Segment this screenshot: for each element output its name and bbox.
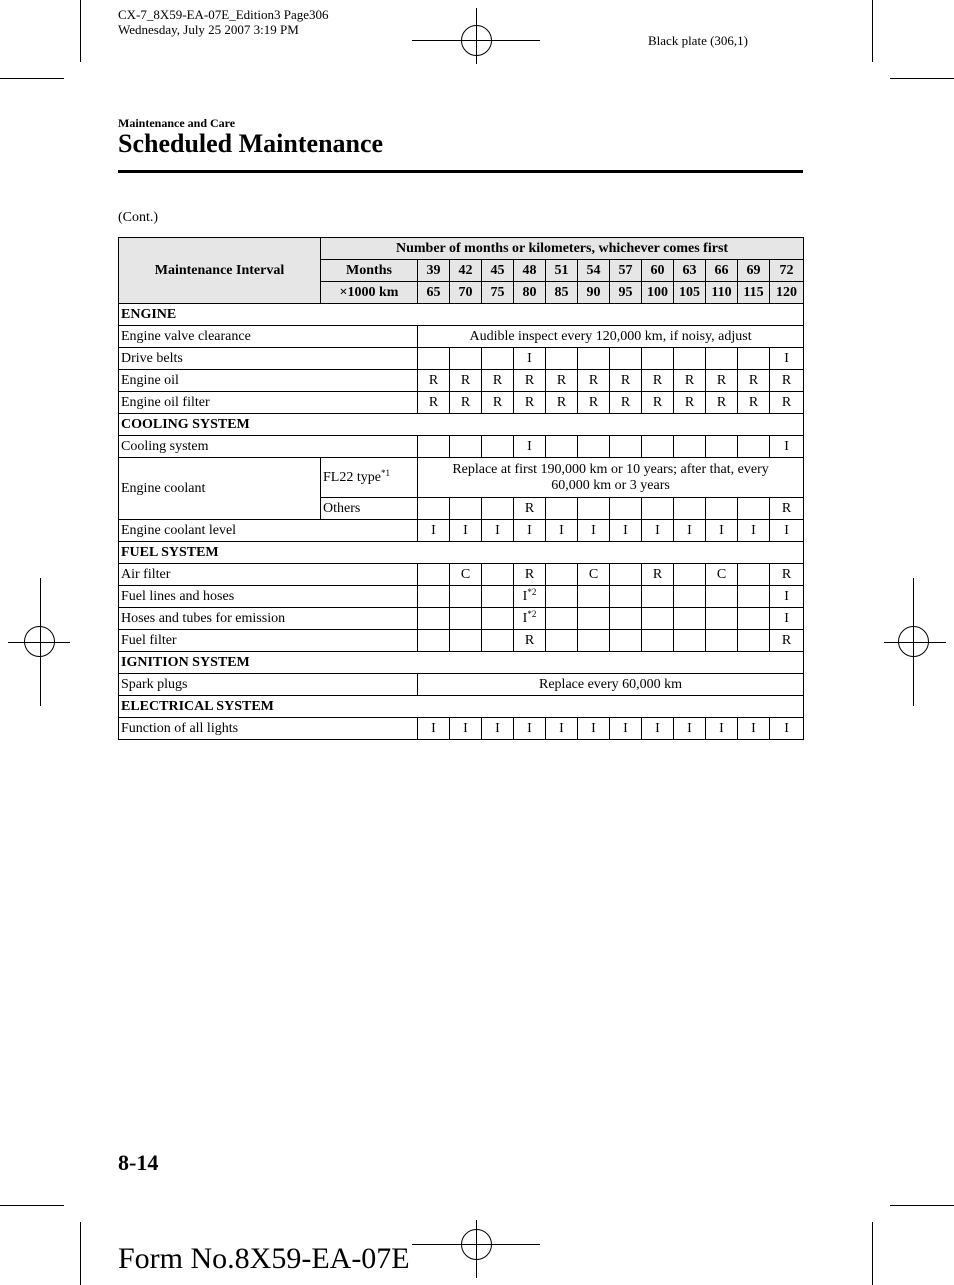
interval-value: I — [719, 522, 724, 538]
interval-value: C — [716, 566, 727, 582]
interval-cell — [482, 348, 514, 370]
interval-cell — [450, 498, 482, 520]
table-row — [119, 370, 804, 392]
interval-cell — [546, 564, 578, 586]
interval-cell — [578, 586, 610, 608]
interval-cell — [546, 630, 578, 652]
interval-cell — [418, 498, 450, 520]
interval-value: I — [559, 720, 564, 736]
interval-cell — [706, 718, 738, 740]
section-electrical: ELECTRICAL SYSTEM — [119, 696, 804, 718]
interval-value: R — [428, 394, 439, 410]
interval-cell — [546, 608, 578, 630]
interval-value: I — [522, 588, 528, 604]
interval-cell — [450, 564, 482, 586]
interval-cell — [514, 436, 546, 458]
interval-cell — [482, 436, 514, 458]
interval-value: R — [524, 632, 535, 648]
interval-cell — [418, 370, 450, 392]
interval-value: I — [527, 438, 532, 454]
interval-cell — [706, 436, 738, 458]
interval-cell — [706, 498, 738, 520]
interval-value: R — [492, 394, 503, 410]
interval-cell — [770, 608, 804, 630]
interval-cell — [738, 370, 770, 392]
interval-value: R — [781, 566, 792, 582]
interval-cell — [514, 586, 546, 608]
interval-cell — [514, 392, 546, 414]
interval-cell — [706, 348, 738, 370]
interval-cell — [578, 630, 610, 652]
interval-cell — [418, 436, 450, 458]
interval-cell — [738, 520, 770, 542]
page-number: 8-14 — [118, 1150, 159, 1175]
month-cell: 72 — [770, 260, 804, 282]
month-cell: 39 — [418, 260, 450, 282]
km-cell: 75 — [482, 282, 514, 304]
interval-value: R — [524, 394, 535, 410]
interval-cell — [674, 392, 706, 414]
interval-cell — [706, 392, 738, 414]
table-row — [119, 392, 804, 414]
interval-cell — [610, 520, 642, 542]
crop-mark — [0, 1205, 64, 1206]
continued-label: (Cont.) — [118, 210, 159, 225]
interval-value: I — [591, 720, 596, 736]
interval-cell — [418, 392, 450, 414]
interval-cell — [674, 564, 706, 586]
interval-cell — [642, 630, 674, 652]
interval-value: I — [591, 522, 596, 538]
interval-cell — [642, 608, 674, 630]
print-header-line1: CX-7_8X59-EA-07E_Edition3 Page306 — [118, 7, 329, 22]
print-header — [118, 7, 329, 37]
interval-cell — [546, 520, 578, 542]
interval-cell — [482, 520, 514, 542]
interval-cell — [738, 564, 770, 586]
month-cell: 57 — [610, 260, 642, 282]
interval-cell — [610, 370, 642, 392]
row-label: Fuel filter — [119, 630, 418, 652]
interval-cell — [418, 520, 450, 542]
interval-cell — [418, 718, 450, 740]
interval-cell — [674, 436, 706, 458]
maintenance-interval-header: Maintenance Interval — [119, 238, 321, 304]
table-row — [119, 520, 804, 542]
footnote-ref: *2 — [527, 608, 537, 619]
km-cell: 115 — [738, 282, 770, 304]
interval-value: I — [655, 720, 660, 736]
interval-value: R — [781, 500, 792, 516]
interval-value: R — [748, 394, 759, 410]
section-engine: ENGINE — [119, 304, 804, 326]
interval-cell — [738, 586, 770, 608]
interval-cell — [482, 718, 514, 740]
interval-cell — [514, 520, 546, 542]
interval-cell — [738, 630, 770, 652]
interval-cell — [706, 370, 738, 392]
footnote-ref: *2 — [527, 586, 537, 597]
interval-cell — [770, 520, 804, 542]
interval-value: I — [784, 588, 789, 604]
month-cell: 42 — [450, 260, 482, 282]
interval-cell — [770, 498, 804, 520]
fl22-note-line1: Replace at first 190,000 km or 10 years; after that, every — [452, 461, 769, 477]
interval-cell — [610, 630, 642, 652]
interval-value: R — [556, 372, 567, 388]
interval-cell — [514, 564, 546, 586]
interval-cell — [738, 718, 770, 740]
row-label: Engine oil — [119, 370, 418, 392]
sub-row-label: Others — [321, 498, 418, 520]
crop-mark — [890, 78, 954, 79]
month-cell: 66 — [706, 260, 738, 282]
interval-value: I — [784, 610, 789, 626]
interval-cell — [450, 586, 482, 608]
interval-cell — [450, 718, 482, 740]
interval-cell — [642, 564, 674, 586]
row-label: Drive belts — [119, 348, 418, 370]
interval-cell — [482, 630, 514, 652]
interval-value: R — [524, 500, 535, 516]
crop-mark — [872, 1222, 873, 1285]
month-cell: 54 — [578, 260, 610, 282]
table-row — [119, 674, 804, 696]
interval-value: I — [784, 720, 789, 736]
interval-value: I — [463, 720, 468, 736]
interval-value: R — [620, 372, 631, 388]
interval-cell — [642, 520, 674, 542]
interval-cell — [770, 586, 804, 608]
table-row — [119, 630, 804, 652]
month-cell: 51 — [546, 260, 578, 282]
interval-cell — [706, 520, 738, 542]
interval-cell — [674, 586, 706, 608]
interval-cell — [546, 718, 578, 740]
km-cell: 105 — [674, 282, 706, 304]
interval-cell — [418, 586, 450, 608]
interval-cell — [610, 498, 642, 520]
row-note — [418, 458, 804, 498]
km-label: ×1000 km — [321, 282, 418, 304]
interval-value: I — [751, 720, 756, 736]
interval-cell — [642, 392, 674, 414]
section-cooling: COOLING SYSTEM — [119, 414, 804, 436]
interval-cell — [610, 608, 642, 630]
interval-cell — [546, 586, 578, 608]
month-cell: 45 — [482, 260, 514, 282]
table-row — [119, 458, 804, 498]
interval-cell — [610, 586, 642, 608]
interval-cell — [674, 630, 706, 652]
interval-value: R — [781, 394, 792, 410]
crop-mark — [890, 1205, 954, 1206]
fl22-label: FL22 type — [323, 469, 381, 485]
interval-value: R — [652, 372, 663, 388]
section-ignition: IGNITION SYSTEM — [119, 652, 804, 674]
interval-value: I — [463, 522, 468, 538]
interval-cell — [738, 348, 770, 370]
interval-cell — [610, 436, 642, 458]
interval-value: C — [588, 566, 599, 582]
month-cell: 63 — [674, 260, 706, 282]
interval-cell — [738, 392, 770, 414]
section-fuel: FUEL SYSTEM — [119, 542, 804, 564]
interval-cell — [770, 564, 804, 586]
interval-cell — [578, 520, 610, 542]
interval-cell — [450, 608, 482, 630]
crop-mark — [872, 0, 873, 62]
interval-cell — [514, 718, 546, 740]
interval-cell — [546, 370, 578, 392]
interval-cell — [770, 436, 804, 458]
footnote-ref: *1 — [380, 467, 390, 478]
form-number: Form No.8X59-EA-07E — [118, 1242, 410, 1275]
interval-cell — [418, 630, 450, 652]
interval-cell — [738, 498, 770, 520]
row-label: Engine oil filter — [119, 392, 418, 414]
interval-cell — [578, 392, 610, 414]
row-note: Audible inspect every 120,000 km, if noisy, adjust — [418, 326, 804, 348]
interval-value: R — [524, 566, 535, 582]
interval-cell — [674, 498, 706, 520]
interval-value: I — [687, 522, 692, 538]
interval-cell — [770, 348, 804, 370]
interval-cell — [578, 348, 610, 370]
interval-cell — [610, 564, 642, 586]
interval-value: I — [719, 720, 724, 736]
interval-cell — [450, 630, 482, 652]
table-row — [119, 586, 804, 608]
interval-cell — [738, 608, 770, 630]
interval-cell — [514, 630, 546, 652]
interval-cell — [450, 520, 482, 542]
crop-mark — [0, 78, 64, 79]
interval-cell — [578, 608, 610, 630]
interval-cell — [578, 564, 610, 586]
interval-cell — [674, 520, 706, 542]
crop-mark — [80, 0, 81, 62]
interval-value: R — [652, 566, 663, 582]
interval-cell — [482, 498, 514, 520]
sub-row-label — [321, 458, 418, 498]
interval-value: I — [623, 720, 628, 736]
interval-cell — [674, 718, 706, 740]
interval-value: I — [527, 720, 532, 736]
interval-value: I — [655, 522, 660, 538]
interval-value: I — [431, 522, 436, 538]
interval-cell — [514, 348, 546, 370]
interval-cell — [546, 436, 578, 458]
table-row — [119, 326, 804, 348]
interval-cell — [738, 436, 770, 458]
table-row — [119, 348, 804, 370]
interval-cell — [450, 348, 482, 370]
interval-cell — [642, 586, 674, 608]
interval-value: I — [495, 720, 500, 736]
interval-cell — [482, 564, 514, 586]
interval-value: R — [748, 372, 759, 388]
km-cell: 70 — [450, 282, 482, 304]
interval-cell — [578, 436, 610, 458]
interval-value: I — [495, 522, 500, 538]
title-rule — [118, 170, 803, 173]
row-label: Spark plugs — [119, 674, 418, 696]
interval-cell — [450, 370, 482, 392]
interval-cell — [706, 630, 738, 652]
interval-cell — [418, 348, 450, 370]
km-cell: 120 — [770, 282, 804, 304]
km-cell: 80 — [514, 282, 546, 304]
interval-cell — [674, 348, 706, 370]
interval-cell — [514, 608, 546, 630]
print-header-line2: Wednesday, July 25 2007 3:19 PM — [118, 22, 299, 37]
interval-value: R — [556, 394, 567, 410]
interval-cell — [610, 718, 642, 740]
interval-cell — [546, 498, 578, 520]
interval-cell — [418, 608, 450, 630]
interval-value: C — [460, 566, 471, 582]
interval-cell — [642, 498, 674, 520]
interval-value: I — [559, 522, 564, 538]
km-cell: 65 — [418, 282, 450, 304]
interval-value: I — [527, 350, 532, 366]
interval-value: R — [460, 372, 471, 388]
interval-value: R — [684, 372, 695, 388]
interval-cell — [642, 370, 674, 392]
table-row — [119, 608, 804, 630]
interval-value: R — [588, 394, 599, 410]
interval-cell — [482, 370, 514, 392]
months-label: Months — [321, 260, 418, 282]
interval-value: R — [716, 394, 727, 410]
interval-cell — [578, 370, 610, 392]
interval-cell — [450, 436, 482, 458]
row-label: Cooling system — [119, 436, 418, 458]
interval-value: R — [492, 372, 503, 388]
interval-cell — [706, 564, 738, 586]
interval-cell — [546, 348, 578, 370]
km-cell: 85 — [546, 282, 578, 304]
page-title: Scheduled Maintenance — [118, 129, 384, 158]
table-row — [119, 718, 804, 740]
interval-value: R — [781, 372, 792, 388]
interval-value: I — [751, 522, 756, 538]
interval-value: R — [781, 632, 792, 648]
interval-value: I — [522, 610, 528, 626]
interval-value: I — [784, 522, 789, 538]
km-cell: 95 — [610, 282, 642, 304]
interval-cell — [514, 498, 546, 520]
row-label: Fuel lines and hoses — [119, 586, 418, 608]
interval-cell — [706, 586, 738, 608]
interval-value: R — [428, 372, 439, 388]
interval-value: I — [527, 522, 532, 538]
row-note: Replace every 60,000 km — [418, 674, 804, 696]
interval-span-header: Number of months or kilometers, whichever comes first — [321, 238, 804, 260]
interval-cell — [546, 392, 578, 414]
interval-cell — [514, 370, 546, 392]
black-plate-label: Black plate (306,1) — [648, 33, 748, 48]
month-cell: 48 — [514, 260, 546, 282]
interval-value: I — [623, 522, 628, 538]
interval-cell — [482, 392, 514, 414]
interval-cell — [578, 718, 610, 740]
interval-value: R — [652, 394, 663, 410]
row-label: Engine coolant level — [119, 520, 418, 542]
row-label: Air filter — [119, 564, 418, 586]
interval-cell — [482, 608, 514, 630]
fl22-note-line2: 60,000 km or 3 years — [551, 477, 670, 493]
km-cell: 110 — [706, 282, 738, 304]
interval-cell — [770, 630, 804, 652]
interval-cell — [674, 608, 706, 630]
interval-value: R — [524, 372, 535, 388]
interval-cell — [642, 348, 674, 370]
interval-cell — [450, 392, 482, 414]
table-row — [119, 564, 804, 586]
table-row — [119, 436, 804, 458]
interval-value: I — [784, 438, 789, 454]
row-label: Engine valve clearance — [119, 326, 418, 348]
interval-value: I — [784, 350, 789, 366]
interval-cell — [706, 608, 738, 630]
interval-cell — [610, 392, 642, 414]
section-label: Maintenance and Care — [118, 116, 236, 130]
interval-value: I — [431, 720, 436, 736]
interval-value: R — [588, 372, 599, 388]
interval-value: R — [716, 372, 727, 388]
interval-cell — [610, 348, 642, 370]
interval-cell — [674, 370, 706, 392]
row-label: Hoses and tubes for emission — [119, 608, 418, 630]
interval-value: I — [687, 720, 692, 736]
interval-value: R — [460, 394, 471, 410]
crop-mark — [80, 1222, 81, 1285]
km-cell: 90 — [578, 282, 610, 304]
month-cell: 69 — [738, 260, 770, 282]
interval-cell — [418, 564, 450, 586]
maintenance-table — [118, 237, 804, 740]
row-label: Engine coolant — [119, 458, 321, 520]
interval-value: R — [620, 394, 631, 410]
interval-cell — [578, 498, 610, 520]
month-cell: 60 — [642, 260, 674, 282]
interval-cell — [482, 586, 514, 608]
interval-cell — [770, 392, 804, 414]
interval-cell — [642, 436, 674, 458]
interval-value: R — [684, 394, 695, 410]
km-cell: 100 — [642, 282, 674, 304]
interval-cell — [642, 718, 674, 740]
interval-cell — [770, 370, 804, 392]
interval-cell — [770, 718, 804, 740]
row-label: Function of all lights — [119, 718, 418, 740]
